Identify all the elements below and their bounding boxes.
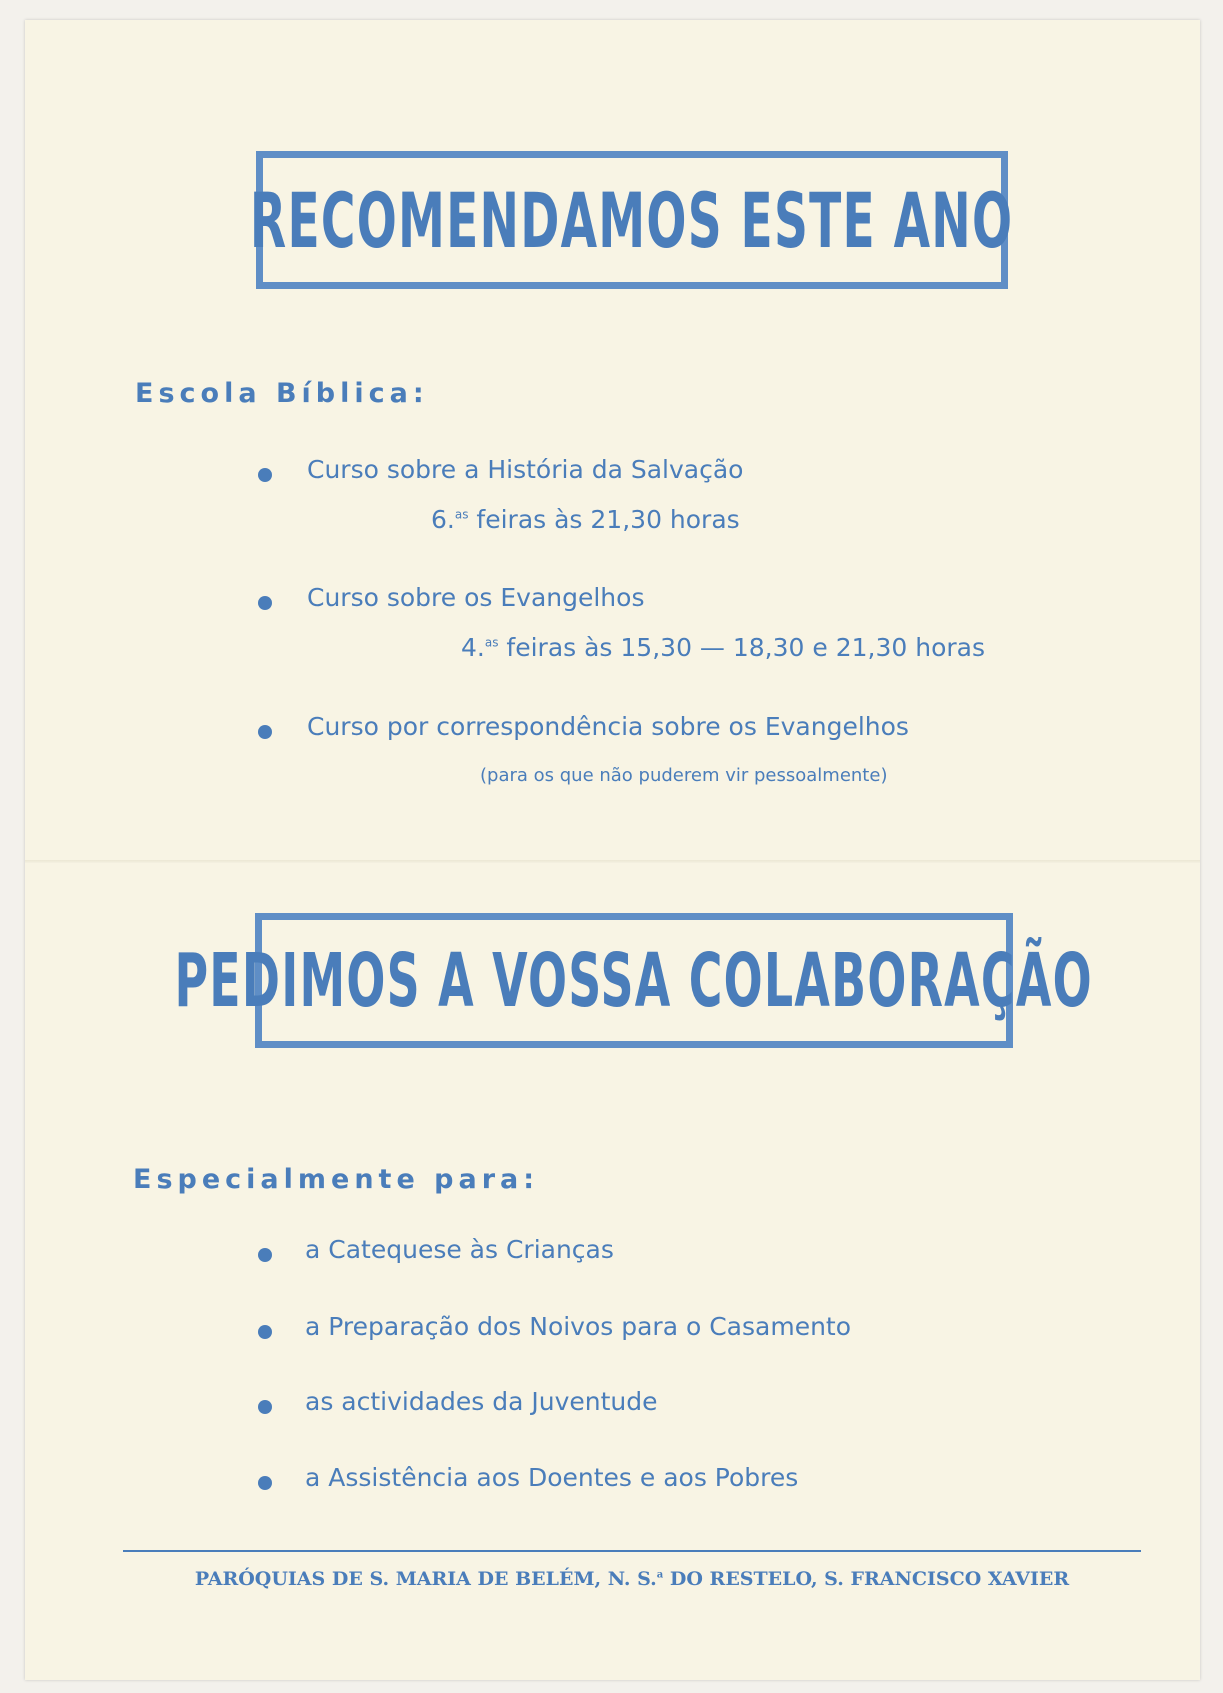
bullet-icon <box>258 1325 272 1339</box>
recommend-title-box <box>250 151 1014 289</box>
bullet-icon <box>258 1476 272 1490</box>
fold-line <box>25 860 1200 863</box>
escola-biblica-heading: Escola Bíblica: <box>135 378 429 409</box>
course-gospels-schedule: 4.$^{as}$ feiras às 15,30 — 18,30 e 21,30 horas <box>461 633 985 662</box>
collab-item-juventude: as actividades da Juventude <box>305 1387 658 1416</box>
course-history-schedule: 6.$^{as}$ feiras às 21,30 horas <box>431 505 740 534</box>
bullet-icon <box>258 468 272 482</box>
collab-item-catequese: a Catequese às Crianças <box>305 1235 614 1264</box>
especialmente-heading: Especialmente para: <box>133 1164 540 1195</box>
course-history-salvation: Curso sobre a História da Salvação <box>307 455 744 484</box>
leaflet-page <box>25 20 1200 1680</box>
bullet-icon <box>258 596 272 610</box>
course-gospels: Curso sobre os Evangelhos <box>307 583 645 612</box>
collab-item-noivos: a Preparação dos Noivos para o Casamento <box>305 1312 852 1341</box>
collaboration-title-box <box>174 913 1094 1048</box>
collab-item-assistencia: a Assistência aos Doentes e aos Pobres <box>305 1463 799 1492</box>
recommend-title: RECOMENDAMOS ESTE ANO <box>250 175 1014 265</box>
bullet-icon <box>258 1248 272 1262</box>
course-correspondence-note: (para os que não puderem vir pessoalmente) <box>480 765 888 786</box>
bullet-icon <box>258 1400 272 1414</box>
bullet-icon <box>258 725 272 739</box>
footer-divider <box>123 1550 1141 1552</box>
course-correspondence: Curso por correspondência sobre os Evangelhos <box>307 712 909 741</box>
footer-parishes: PARÓQUIAS DE S. MARIA DE BELÉM, N. S.$^a$ DO RESTELO, S. FRANCISCO XAVIER <box>194 1568 1070 1590</box>
collaboration-title: PEDIMOS A VOSSA COLABORAÇÃO <box>174 937 1094 1024</box>
